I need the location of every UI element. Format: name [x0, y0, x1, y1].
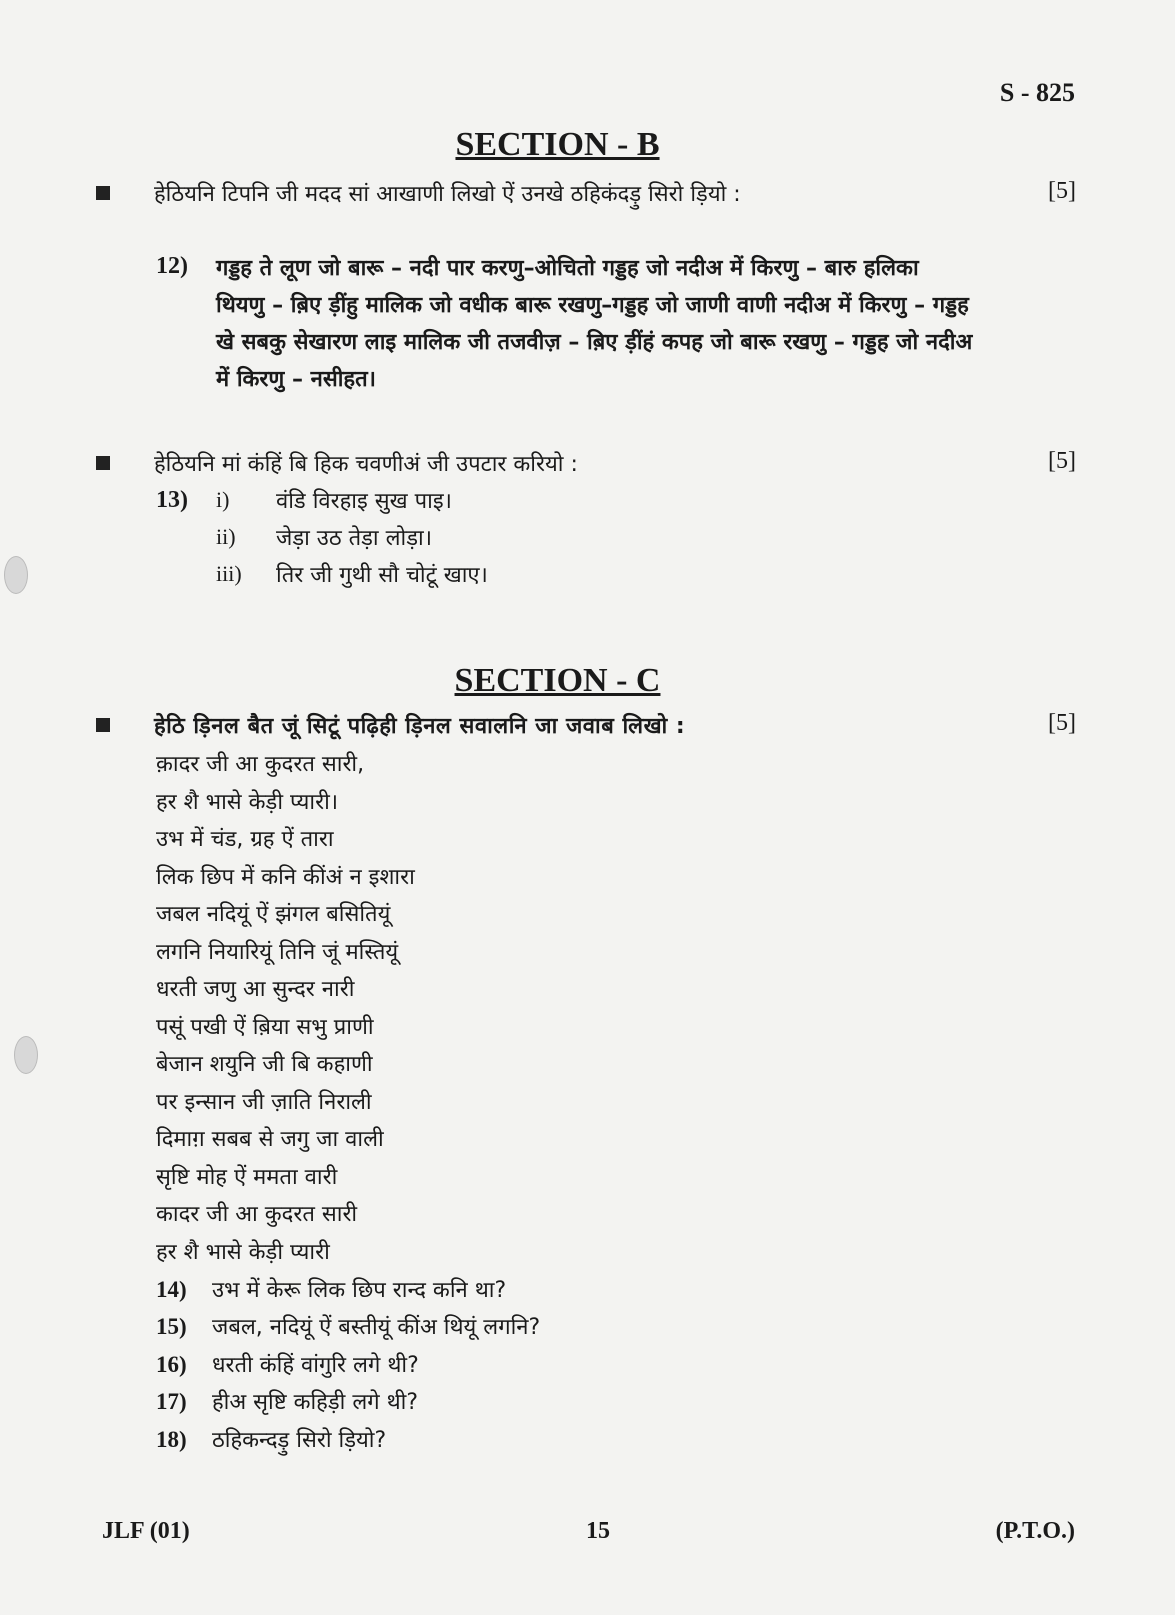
poem-line: पर इन्सान जी ज़ाति निराली: [156, 1090, 372, 1115]
square-bullet-icon: [96, 718, 110, 732]
section-b-title: SECTION - B: [455, 126, 660, 163]
poem-line: पसूं पखी ऐं ब़िया सभु प्राणी: [156, 1015, 374, 1040]
saying-text: वंडि विरहाइ सुख पाइ।: [276, 489, 452, 514]
question-number: 17): [156, 1389, 187, 1414]
poem-line: दिमाग़ सबब से जगु जा वाली: [156, 1127, 384, 1152]
question-number: 16): [156, 1352, 187, 1377]
paragraph-line: थियणु – ब़िए ड़ींहु मालिक जो वधीक बारू रखणु–गड्डह जो जाणी वाणी नदीअ में किरणु – गड्डह: [216, 293, 969, 318]
question-text: जबल, नदियूं ऐं बस्तीयूं कींअ थियूं लगनि?: [212, 1315, 541, 1340]
instruction-row-3: [96, 710, 1076, 744]
poem-line: लिक छिप में कनि कींअं न इशारा: [156, 865, 415, 890]
item-roman: i): [216, 487, 230, 512]
paragraph-line: खे सबकु सेखारण लाइ मालिक जी तजवीज़ – ब़िए ड़ींहं कपह जो बारू रखणु – गड्डह जो नदीअ: [216, 330, 973, 355]
item-roman: ii): [216, 524, 236, 549]
question-number: 15): [156, 1314, 187, 1339]
question-item: [156, 1311, 540, 1341]
question-number: 18): [156, 1427, 187, 1452]
item-roman: iii): [216, 561, 242, 586]
poem-line: लगनि नियारियूं तिनि जूं मस्तियूं: [156, 940, 399, 965]
poem-line: धरती जणु आ सुन्दर नारी: [156, 977, 355, 1002]
question-text: ठहिकन्दड़ु सिरो ड़ियो?: [212, 1428, 387, 1453]
punch-hole-mark: [4, 556, 28, 594]
saying-text: तिर जी गुथी सौ चोटूं खाए।: [276, 563, 488, 588]
question-item: [156, 1349, 419, 1379]
question-item: [156, 1386, 418, 1416]
poem-line: क़ादर जी आ कुदरत सारी,: [156, 752, 365, 777]
marks-label: [5]: [1048, 448, 1076, 474]
question-item: [156, 1274, 506, 1304]
poem-line: हर शै भासे केड़ी प्यारी।: [156, 790, 339, 815]
question-item: [156, 1424, 386, 1454]
question-text: धरती कंहिं वांगुरि लगे थी?: [212, 1353, 419, 1378]
poem-line: जबल नदियूं ऐं झंगल बसितियूं: [156, 902, 391, 927]
question-number: 13): [156, 487, 188, 513]
paper-code: S - 825: [999, 78, 1075, 107]
poem-line: उभ में चंड, ग्रह ऐं तारा: [156, 827, 334, 852]
poem-line: हर शै भासे केड़ी प्यारी: [156, 1240, 330, 1265]
marks-label: [5]: [1048, 710, 1076, 736]
punch-hole-mark: [14, 1036, 38, 1074]
question-text: हीअ सृष्टि कहिड़ी लगे थी?: [212, 1390, 419, 1415]
instruction-row-1: [96, 178, 1076, 212]
question-12-paragraph: [216, 250, 1016, 398]
paragraph-line: गड्डह ते लूण जो बारू – नदी पार करणु–ओचितो गड्डह जो नदीअ में किरणु – बारु हलिका: [216, 256, 919, 281]
marks-label: [5]: [1048, 178, 1076, 204]
pto-label: (P.T.O.): [995, 1518, 1075, 1544]
instruction-text: हेठियनि मां कंहिं बि हिक चवणीअं जी उपटार करियो :: [154, 452, 578, 477]
poem-line: बेजान शयुनि जी बि कहाणी: [156, 1052, 373, 1077]
square-bullet-icon: [96, 186, 110, 200]
poem-line: सृष्टि मोह ऐं ममता वारी: [156, 1165, 338, 1190]
poem-line: कादर जी आ कुदरत सारी: [156, 1202, 358, 1227]
question-number: 14): [156, 1277, 187, 1302]
paragraph-line: में किरणु – नसीहत।: [216, 367, 376, 392]
instruction-text: हेठियनि टिपनि जी मदद सां आखाणी लिखो ऐं उनखे ठहिकंदड़ु सिरो ड़ियो :: [154, 182, 741, 207]
square-bullet-icon: [96, 456, 110, 470]
instruction-text: हेठि ड़िनल बैत जूं सिटूं पढ़िही ड़िनल सवालनि जा जवाब लिखो :: [154, 714, 686, 739]
question-text: उभ में केरू लिक छिप रान्द कनि था?: [212, 1278, 507, 1303]
page-number: 15: [586, 1518, 610, 1544]
instruction-row-2: [96, 448, 1076, 482]
question-number: 12): [156, 253, 188, 279]
saying-text: जेड़ा उठ तेड़ा लोड़ा।: [276, 526, 433, 551]
section-c-title: SECTION - C: [454, 662, 661, 699]
footer-code: JLF (01): [102, 1518, 190, 1544]
